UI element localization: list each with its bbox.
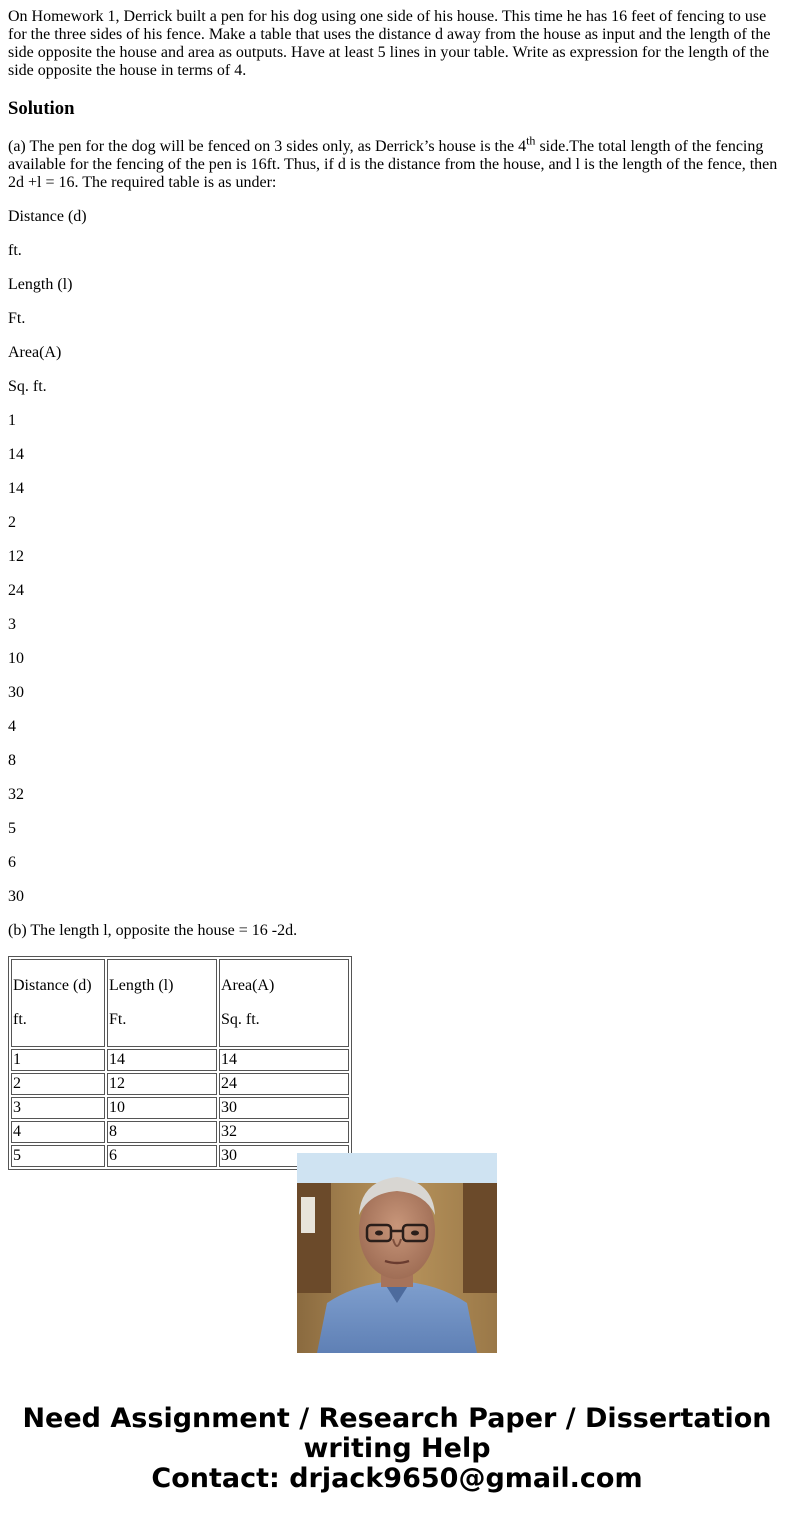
table-row bbox=[11, 1121, 349, 1143]
superscript-th: th bbox=[526, 133, 536, 148]
list-line: 4 bbox=[8, 718, 16, 735]
header-unit: Ft. bbox=[109, 1011, 127, 1028]
table-cell: 3 bbox=[11, 1097, 105, 1119]
list-line: Area(A) bbox=[8, 344, 62, 361]
list-line: 24 bbox=[8, 582, 24, 599]
table-row bbox=[11, 1049, 349, 1071]
list-line: 32 bbox=[8, 786, 24, 803]
list-line: 5 bbox=[8, 820, 16, 837]
header-cell-distance bbox=[11, 959, 105, 1047]
data-table bbox=[8, 956, 352, 1170]
header-label: Distance (d) bbox=[13, 977, 92, 994]
list-line: 3 bbox=[8, 616, 16, 633]
list-line: 2 bbox=[8, 514, 16, 531]
list-line: Ft. bbox=[8, 310, 26, 327]
promo-line: Need Assignment / Research Paper / Dissertation bbox=[22, 1403, 772, 1434]
table-cell: 5 bbox=[11, 1145, 105, 1167]
part-a-text bbox=[8, 133, 786, 192]
table-cell: 12 bbox=[107, 1073, 217, 1095]
avatar-portrait-image bbox=[297, 1153, 497, 1353]
table-cell: 6 bbox=[107, 1145, 217, 1167]
table-row bbox=[11, 1097, 349, 1119]
table-header-row bbox=[11, 959, 349, 1047]
list-line: 14 bbox=[8, 480, 24, 497]
table-cell: 4 bbox=[11, 1121, 105, 1143]
solution-heading: Solution bbox=[8, 98, 75, 119]
promo-banner bbox=[0, 1404, 794, 1494]
header-cell-area bbox=[219, 959, 349, 1047]
table-cell: 8 bbox=[107, 1121, 217, 1143]
list-line: 1 bbox=[8, 412, 16, 429]
header-label: Length (l) bbox=[109, 977, 174, 994]
table-cell: 14 bbox=[107, 1049, 217, 1071]
table-cell: 24 bbox=[219, 1073, 349, 1095]
table-cell: 10 bbox=[107, 1097, 217, 1119]
list-line: 12 bbox=[8, 548, 24, 565]
list-line: Sq. ft. bbox=[8, 378, 47, 395]
header-cell-length bbox=[107, 959, 217, 1047]
list-line: Length (l) bbox=[8, 276, 73, 293]
question-text: On Homework 1, Derrick built a pen for his dog using one side of his house. This time he has 16 feet of fencing to use for the three sides of his fence. Make a table that uses the distance d away from the house as input and the length of the side opposite the house and area as outputs. Have at least 5 lines in your table. Write as expression for the length of the side opposite the house in terms of 4. bbox=[8, 8, 771, 79]
promo-line: writing Help bbox=[303, 1433, 491, 1464]
list-line: 14 bbox=[8, 446, 24, 463]
list-line: 30 bbox=[8, 684, 24, 701]
table-cell: 14 bbox=[219, 1049, 349, 1071]
list-line: 6 bbox=[8, 854, 16, 871]
list-line: 8 bbox=[8, 752, 16, 769]
header-unit: Sq. ft. bbox=[221, 1011, 260, 1028]
table-row bbox=[11, 1073, 349, 1095]
part-a-text-start: (a) The pen for the dog will be fenced on 3 sides only, as Derrick’s house is the 4 bbox=[8, 138, 527, 155]
header-label: Area(A) bbox=[221, 977, 275, 994]
avatar bbox=[297, 1153, 497, 1353]
part-a-text-end: side.The total length of the fencing available for the fencing of the pen is 16ft. Thus, if d is the distance from the house, and l is the length of the fence, then 2d +l = 16. The required table is as under: bbox=[8, 138, 778, 191]
document-content bbox=[8, 0, 786, 1164]
part-b-text: (b) The length l, opposite the house = 16 -2d. bbox=[8, 922, 298, 939]
list-line: ft. bbox=[8, 242, 22, 259]
list-line: 30 bbox=[8, 888, 24, 905]
table-cell: 30 bbox=[219, 1097, 349, 1119]
table-cell: 32 bbox=[219, 1121, 349, 1143]
table-cell: 1 bbox=[11, 1049, 105, 1071]
table-cell: 30 bbox=[219, 1145, 349, 1167]
promo-contact-line: Contact: drjack9650@gmail.com bbox=[151, 1463, 643, 1494]
table-cell: 2 bbox=[11, 1073, 105, 1095]
header-unit: ft. bbox=[13, 1011, 27, 1028]
list-line: Distance (d) bbox=[8, 208, 87, 225]
list-line: 10 bbox=[8, 650, 24, 667]
